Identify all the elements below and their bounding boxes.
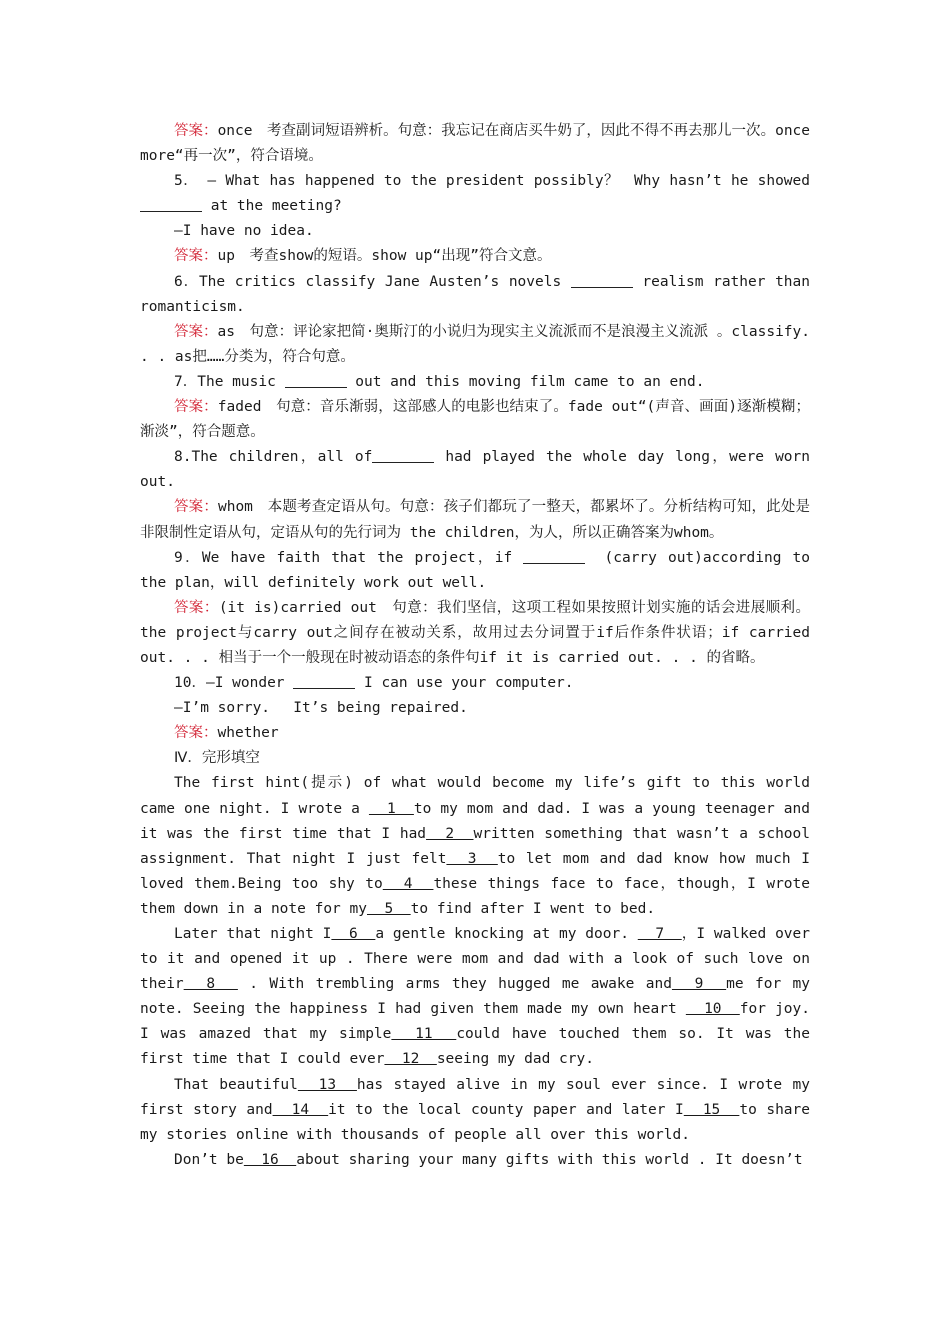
answer-text: (it is)carried out: [218, 599, 377, 616]
cloze-text: it to the local county paper and later I: [328, 1101, 684, 1118]
answer-6: [140, 320, 810, 370]
answer-blank: [140, 194, 202, 212]
question-text: realism rather than romanticism.: [140, 273, 810, 315]
cloze-text: a gentle knocking at my door.: [375, 926, 638, 942]
answer-blank: [571, 270, 633, 288]
answer-label: 答案：: [174, 123, 218, 139]
section-heading: Ⅳ．完形填空: [174, 750, 260, 767]
question-7: [140, 370, 810, 395]
question-10: [140, 671, 810, 696]
answer-explanation: 句意：我们坚信，这项工程如果按照计划实施的话会进展顺利。the project与carry out之间存在被动关系，故用过去分词置于if后作条件状语；if carried out. . . 相当于一个一般现在时被动语态的条件句if it is carried out. . . 的省略。: [140, 599, 810, 666]
question-text: 9．We have faith that the project，if: [174, 549, 524, 566]
answer-explanation: 考查show的短语。show up“出现”符合文意。: [234, 248, 552, 265]
question-5-reply: —I have no idea.: [174, 223, 314, 240]
answer-5: [140, 244, 810, 269]
cloze-text: Don’t be: [174, 1151, 244, 1168]
question-text: had played the whole day long，were worn out.: [140, 449, 810, 491]
cloze-text: The first hint(提示) of what would become my life’s gift to this world came one night. I wrote a: [140, 775, 810, 817]
cloze-blank-16: 16: [243, 1151, 297, 1168]
question-8: [140, 445, 810, 495]
cloze-text: for joy. I was amazed that my simple: [140, 1001, 810, 1043]
question-10-reply: —I’m sorry. It’s being repaired.: [174, 700, 468, 717]
cloze-blank-12: 12: [384, 1051, 437, 1068]
answer-blank: [523, 546, 585, 564]
answer-text: whether: [217, 725, 279, 742]
answer-label: 答案：: [174, 399, 218, 416]
answer-10: [140, 721, 810, 746]
question-6: [140, 270, 810, 320]
answer-text: up: [217, 248, 235, 265]
cloze-text: Later that night I: [174, 926, 332, 942]
cloze-blank-3: 3: [446, 850, 498, 867]
answer-text: as: [217, 323, 236, 340]
question-text: 8.The children，all of: [174, 449, 373, 466]
answer-7: [140, 395, 810, 445]
cloze-blank-14: 14: [272, 1101, 329, 1118]
question-text: 10．—I wonder: [174, 675, 294, 692]
cloze-text: has stayed alive in my soul ever since. I wrote my first story and: [140, 1076, 811, 1118]
answer-text: once: [217, 123, 253, 139]
answer-label: 答案：: [174, 323, 218, 340]
cloze-blank-9: 9: [671, 976, 727, 993]
answer-explanation: 本题考查定语从句。句意：孩子们都玩了一整天，都累坏了。分析结构可知，此处是非限制性定语从句，定语从句的先行词为 the children，为人，所以正确答案为whom。: [140, 499, 810, 541]
cloze-paragraph-2: [140, 922, 810, 1073]
question-5: [140, 169, 810, 219]
question-9: [140, 546, 810, 596]
cloze-text: written something that wasn’t a school assignment. That night I just felt: [140, 825, 810, 867]
cloze-text: to let mom and dad know how much I loved them.Being too shy to: [140, 850, 811, 892]
cloze-text: ，I walked over to it and opened it up . There were mom and dad with a look of such love on their: [140, 926, 810, 993]
cloze-paragraph-3: [140, 1073, 810, 1148]
cloze-text: could have touched them so. It was the first time that I could ever: [140, 1026, 810, 1068]
answer-explanation: 句意：音乐渐弱，这部感人的电影也结束了。fade out“(声音、画面)逐渐模糊；渐淡”，符合题意。: [140, 399, 811, 441]
answer-blank: [372, 445, 434, 463]
cloze-paragraph-1: [140, 771, 810, 922]
cloze-blank-6: 6: [331, 926, 376, 942]
answer-8: [140, 495, 810, 545]
answer-label: 答案：: [174, 248, 218, 265]
answer-label: 答案：: [174, 599, 219, 616]
cloze-text: seeing my dad cry.: [436, 1051, 594, 1068]
question-text: 7．The music: [174, 373, 285, 390]
question-text: 6．The critics classify Jane Austen’s novels: [174, 273, 571, 290]
cloze-blank-2: 2: [426, 825, 474, 842]
cloze-text: about sharing your many gifts with this world . It doesn’t: [296, 1151, 803, 1168]
cloze-blank-15: 15: [683, 1101, 740, 1118]
cloze-text: to share my stories online with thousands of people all over this world.: [140, 1101, 810, 1143]
answer-explanation: 考查副词短语辨析。句意：我忘记在商店买牛奶了，因此不得不再去那儿一次。once more“再一次”，符合语境。: [140, 123, 811, 165]
answer-label: 答案：: [174, 499, 218, 516]
question-text: out and this moving film came to an end.: [346, 373, 705, 390]
question-text: 5． — What has happened to the president possibly？ Why hasn’t he showed: [174, 173, 810, 190]
cloze-paragraph-4: [140, 1148, 810, 1173]
cloze-blank-8: 8: [183, 976, 238, 993]
answer-blank: [293, 671, 355, 689]
question-text: I can use your computer.: [355, 675, 574, 692]
answer-text: whom: [217, 499, 253, 516]
cloze-blank-13: 13: [297, 1076, 357, 1093]
cloze-blank-7: 7: [637, 926, 682, 942]
cloze-blank-11: 11: [391, 1026, 457, 1043]
cloze-blank-1: 1: [368, 800, 414, 817]
cloze-text: . With trembling arms they hugged me awake and: [237, 976, 672, 993]
cloze-text: to my mom and dad. I was a young teenager and it was the first time that I had: [140, 800, 810, 842]
answer-explanation: 句意：评论家把简·奥斯汀的小说归为现实主义流派而不是浪漫主义流派 。classify. . . as把……分类为，符合句意。: [140, 323, 811, 365]
question-text: (carry out)according to the plan，will definitely work out well.: [140, 549, 810, 591]
answer-text: faded: [217, 399, 262, 416]
cloze-blank-10: 10: [685, 1001, 740, 1018]
cloze-text: me for my note. Seeing the happiness I had given them made my own heart: [140, 976, 811, 1018]
answer-blank: [285, 370, 347, 388]
answer-label: 答案：: [174, 725, 218, 742]
question-text: at the meeting?: [202, 198, 342, 215]
worksheet-page: [140, 119, 810, 1173]
cloze-text: That beautiful: [174, 1076, 298, 1093]
cloze-text: to find after I went to bed.: [410, 900, 656, 917]
answer-4: [140, 119, 810, 169]
cloze-blank-4: 4: [382, 875, 434, 892]
cloze-blank-5: 5: [366, 900, 411, 917]
answer-9: [140, 596, 810, 671]
cloze-text: these things face to face，though，I wrote them down in a note for my: [140, 875, 811, 917]
